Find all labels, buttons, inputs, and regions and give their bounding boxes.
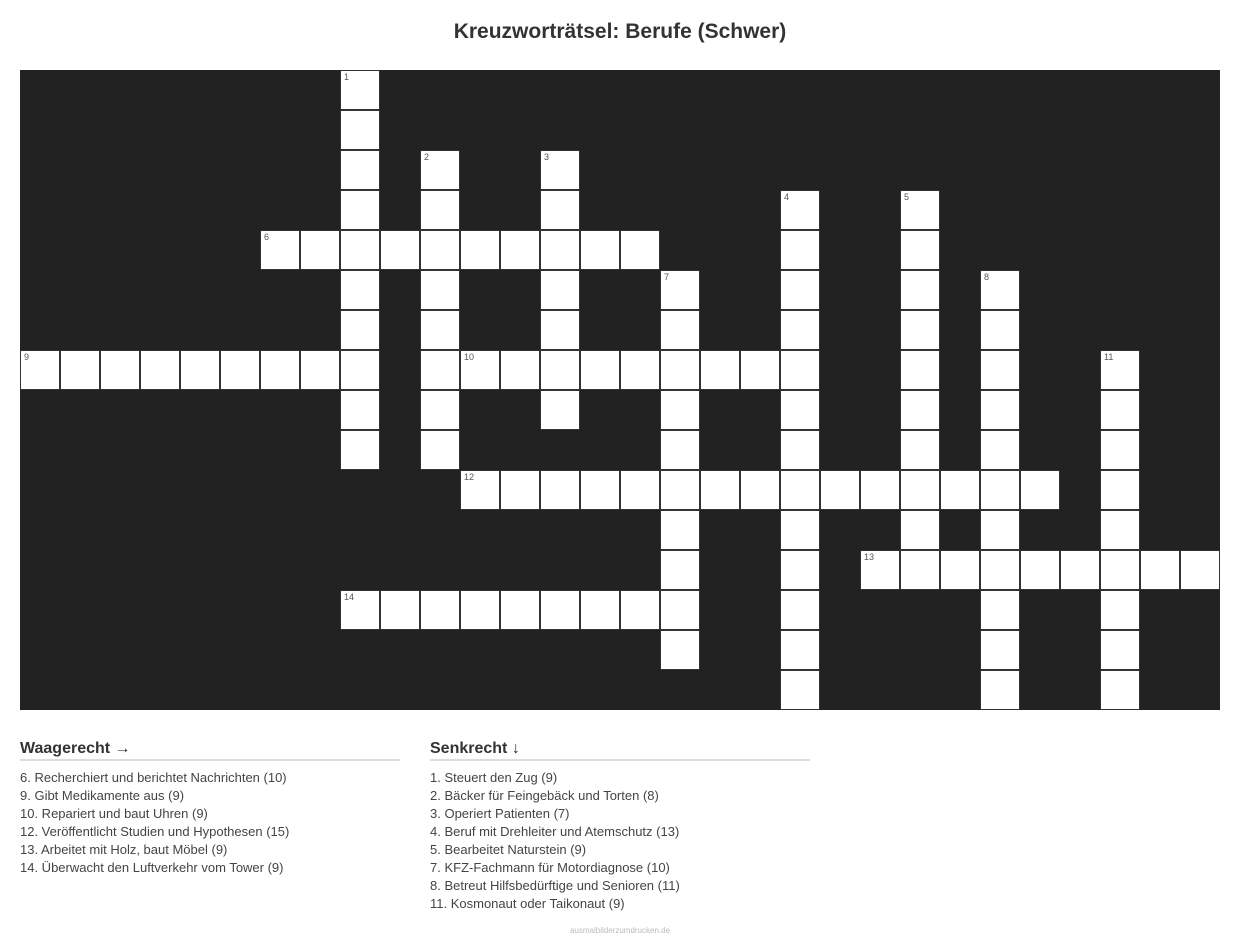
grid-cell[interactable]	[900, 470, 940, 510]
clue-number: 5	[904, 192, 910, 202]
grid-cell[interactable]	[180, 350, 220, 390]
grid-cell[interactable]	[780, 470, 820, 510]
grid-cell[interactable]	[780, 430, 820, 470]
clue-item: 14. Überwacht den Luftverkehr vom Tower (9)	[20, 860, 284, 875]
clues-across-list	[20, 769, 400, 877]
grid-cell[interactable]	[980, 470, 1020, 510]
grid-cell[interactable]	[1100, 470, 1140, 510]
grid-cell[interactable]	[780, 630, 820, 670]
grid-cell[interactable]	[420, 230, 460, 270]
grid-cell[interactable]	[420, 310, 460, 350]
grid-cell[interactable]	[260, 230, 300, 270]
grid-cell[interactable]	[100, 350, 140, 390]
grid-cell[interactable]	[1060, 550, 1100, 590]
grid-cell[interactable]	[660, 630, 700, 670]
grid-cell[interactable]	[1100, 590, 1140, 630]
grid-cell[interactable]	[340, 390, 380, 430]
clue-item: 11. Kosmonaut oder Taikonaut (9)	[430, 896, 625, 911]
clue-number: 8	[984, 272, 990, 282]
grid-cell[interactable]	[340, 230, 380, 270]
grid-cell[interactable]	[340, 150, 380, 190]
grid-cell[interactable]	[780, 310, 820, 350]
grid-cell[interactable]	[780, 190, 820, 230]
grid-cell[interactable]	[540, 590, 580, 630]
grid-cell[interactable]	[660, 550, 700, 590]
grid-cell[interactable]	[540, 230, 580, 270]
grid-cell[interactable]	[860, 470, 900, 510]
clues-across-heading: Waagerecht →	[20, 740, 400, 761]
grid-cell[interactable]	[660, 470, 700, 510]
grid-cell[interactable]	[980, 510, 1020, 550]
grid-cell[interactable]	[420, 150, 460, 190]
grid-cell[interactable]	[60, 350, 100, 390]
clue-item: 5. Bearbeitet Naturstein (9)	[430, 842, 587, 857]
grid-cell[interactable]	[340, 110, 380, 150]
clue-number: 2	[424, 152, 430, 162]
grid-cell[interactable]	[980, 670, 1020, 710]
grid-cell[interactable]	[1100, 630, 1140, 670]
grid-cell[interactable]	[900, 230, 940, 270]
grid-cell[interactable]	[1100, 430, 1140, 470]
grid-cell[interactable]	[1140, 550, 1180, 590]
grid-cell[interactable]	[1020, 470, 1060, 510]
clue-number: 9	[24, 352, 30, 362]
grid-cell[interactable]	[580, 350, 620, 390]
clues-down	[430, 740, 810, 913]
grid-cell[interactable]	[780, 510, 820, 550]
clue-number: 14	[344, 592, 355, 602]
grid-cell[interactable]	[1180, 550, 1220, 590]
clue-number: 13	[864, 552, 875, 562]
grid-cell[interactable]	[980, 310, 1020, 350]
grid-cell[interactable]	[740, 350, 780, 390]
grid-cell[interactable]	[620, 470, 660, 510]
grid-cell[interactable]	[340, 310, 380, 350]
grid-cell[interactable]	[700, 470, 740, 510]
puzzle-title: Kreuzworträtsel: Berufe (Schwer)	[453, 20, 787, 43]
grid-cell[interactable]	[540, 190, 580, 230]
grid-cell[interactable]	[620, 230, 660, 270]
grid-cell[interactable]	[1100, 510, 1140, 550]
grid-cell[interactable]	[20, 350, 60, 390]
grid-cell[interactable]	[900, 430, 940, 470]
grid-cell[interactable]	[660, 590, 700, 630]
grid-cell[interactable]	[500, 590, 540, 630]
clue-item: 1. Steuert den Zug (9)	[430, 770, 558, 785]
grid-cell[interactable]	[900, 350, 940, 390]
grid-cell[interactable]	[940, 470, 980, 510]
grid-cell[interactable]	[660, 270, 700, 310]
grid-cell[interactable]	[500, 470, 540, 510]
grid-cell[interactable]	[980, 430, 1020, 470]
grid-cell[interactable]	[340, 270, 380, 310]
grid-cell[interactable]	[780, 670, 820, 710]
grid-cell[interactable]	[940, 550, 980, 590]
clue-number: 7	[664, 272, 670, 282]
grid-cell[interactable]	[420, 390, 460, 430]
grid-cell[interactable]	[900, 510, 940, 550]
grid-cell[interactable]	[540, 310, 580, 350]
grid-cell[interactable]	[420, 590, 460, 630]
grid-cell[interactable]	[780, 390, 820, 430]
grid-cell[interactable]	[660, 430, 700, 470]
clues-down-list	[430, 769, 810, 913]
grid-cell[interactable]	[300, 350, 340, 390]
grid-cell[interactable]	[780, 590, 820, 630]
grid-cell[interactable]	[780, 350, 820, 390]
grid-cell[interactable]	[300, 230, 340, 270]
grid-cell[interactable]	[900, 190, 940, 230]
grid-cell[interactable]	[1100, 350, 1140, 390]
clue-item: 10. Repariert und baut Uhren (9)	[20, 806, 208, 821]
clue-number: 4	[784, 192, 790, 202]
grid-cell[interactable]	[620, 590, 660, 630]
grid-cell[interactable]	[460, 350, 500, 390]
grid-cell[interactable]	[340, 70, 380, 110]
grid-cell[interactable]	[540, 470, 580, 510]
grid-cell[interactable]	[500, 230, 540, 270]
grid-cell[interactable]	[900, 270, 940, 310]
clue-number: 11	[1104, 352, 1114, 362]
grid-cell[interactable]	[580, 230, 620, 270]
grid-cell[interactable]	[900, 390, 940, 430]
clue-item: 8. Betreut Hilfsbedürftige und Senioren (11)	[430, 878, 680, 893]
grid-cell[interactable]	[580, 470, 620, 510]
grid-cell[interactable]	[420, 350, 460, 390]
grid-cell[interactable]	[460, 230, 500, 270]
grid-cell[interactable]	[980, 590, 1020, 630]
clues-across	[20, 740, 400, 877]
grid-cell[interactable]	[980, 550, 1020, 590]
grid-cell[interactable]	[380, 230, 420, 270]
grid-cell[interactable]	[420, 190, 460, 230]
grid-cell[interactable]	[900, 310, 940, 350]
grid-cell[interactable]	[1100, 390, 1140, 430]
clue-item: 4. Beruf mit Drehleiter und Atemschutz (13)	[430, 824, 680, 839]
grid-cell[interactable]	[980, 390, 1020, 430]
grid-cell[interactable]	[420, 270, 460, 310]
crossword-grid	[20, 70, 1220, 710]
grid-cell[interactable]	[340, 190, 380, 230]
clue-item: 2. Bäcker für Feingebäck und Torten (8)	[430, 788, 659, 803]
grid-cell[interactable]	[660, 390, 700, 430]
grid-cell[interactable]	[740, 470, 780, 510]
grid-cell[interactable]	[500, 350, 540, 390]
clue-item: 9. Gibt Medikamente aus (9)	[20, 788, 185, 803]
grid-cell[interactable]	[1100, 550, 1140, 590]
grid-cell[interactable]	[340, 430, 380, 470]
grid-cell[interactable]	[860, 550, 900, 590]
clue-number: 1	[344, 72, 350, 82]
clue-item: 3. Operiert Patienten (7)	[430, 806, 570, 821]
clue-number: 6	[264, 232, 270, 242]
grid-cell[interactable]	[660, 350, 700, 390]
grid-cell[interactable]	[460, 470, 500, 510]
grid-cell[interactable]	[540, 270, 580, 310]
grid-cell[interactable]	[780, 270, 820, 310]
grid-cell[interactable]	[1100, 670, 1140, 710]
grid-cell[interactable]	[900, 550, 940, 590]
grid-cell[interactable]	[380, 590, 420, 630]
grid-cell[interactable]	[580, 590, 620, 630]
grid-cell[interactable]	[540, 350, 580, 390]
grid-cell[interactable]	[980, 270, 1020, 310]
grid-cell[interactable]	[980, 350, 1020, 390]
grid-cell[interactable]	[980, 630, 1020, 670]
clue-item: 13. Arbeitet mit Holz, baut Möbel (9)	[20, 842, 228, 857]
grid-cell[interactable]	[460, 590, 500, 630]
grid-cell[interactable]	[780, 230, 820, 270]
grid-cell[interactable]	[340, 350, 380, 390]
grid-cell[interactable]	[660, 310, 700, 350]
grid-cell[interactable]	[700, 350, 740, 390]
grid-cell[interactable]	[140, 350, 180, 390]
clue-number: 12	[464, 472, 475, 482]
grid-cell[interactable]	[260, 350, 300, 390]
grid-cell[interactable]	[660, 510, 700, 550]
grid-cell[interactable]	[540, 150, 580, 190]
clue-number: 3	[544, 152, 550, 162]
clue-item: 6. Recherchiert und berichtet Nachrichten (10)	[20, 770, 287, 785]
clue-number: 10	[464, 352, 475, 362]
clues-down-heading: Senkrecht ↓	[430, 740, 810, 761]
grid-cell[interactable]	[540, 390, 580, 430]
footer-watermark: ausmalbilderzumdrucken.de	[569, 926, 671, 935]
clue-item: 7. KFZ-Fachmann für Motordiagnose (10)	[430, 860, 670, 875]
grid-cell[interactable]	[1020, 550, 1060, 590]
grid-cell[interactable]	[420, 430, 460, 470]
grid-cell[interactable]	[220, 350, 260, 390]
grid-cell[interactable]	[340, 590, 380, 630]
grid-cell[interactable]	[620, 350, 660, 390]
grid-cell[interactable]	[780, 550, 820, 590]
clue-item: 12. Veröffentlicht Studien und Hypothesen (15)	[20, 824, 290, 839]
grid-cell[interactable]	[820, 470, 860, 510]
